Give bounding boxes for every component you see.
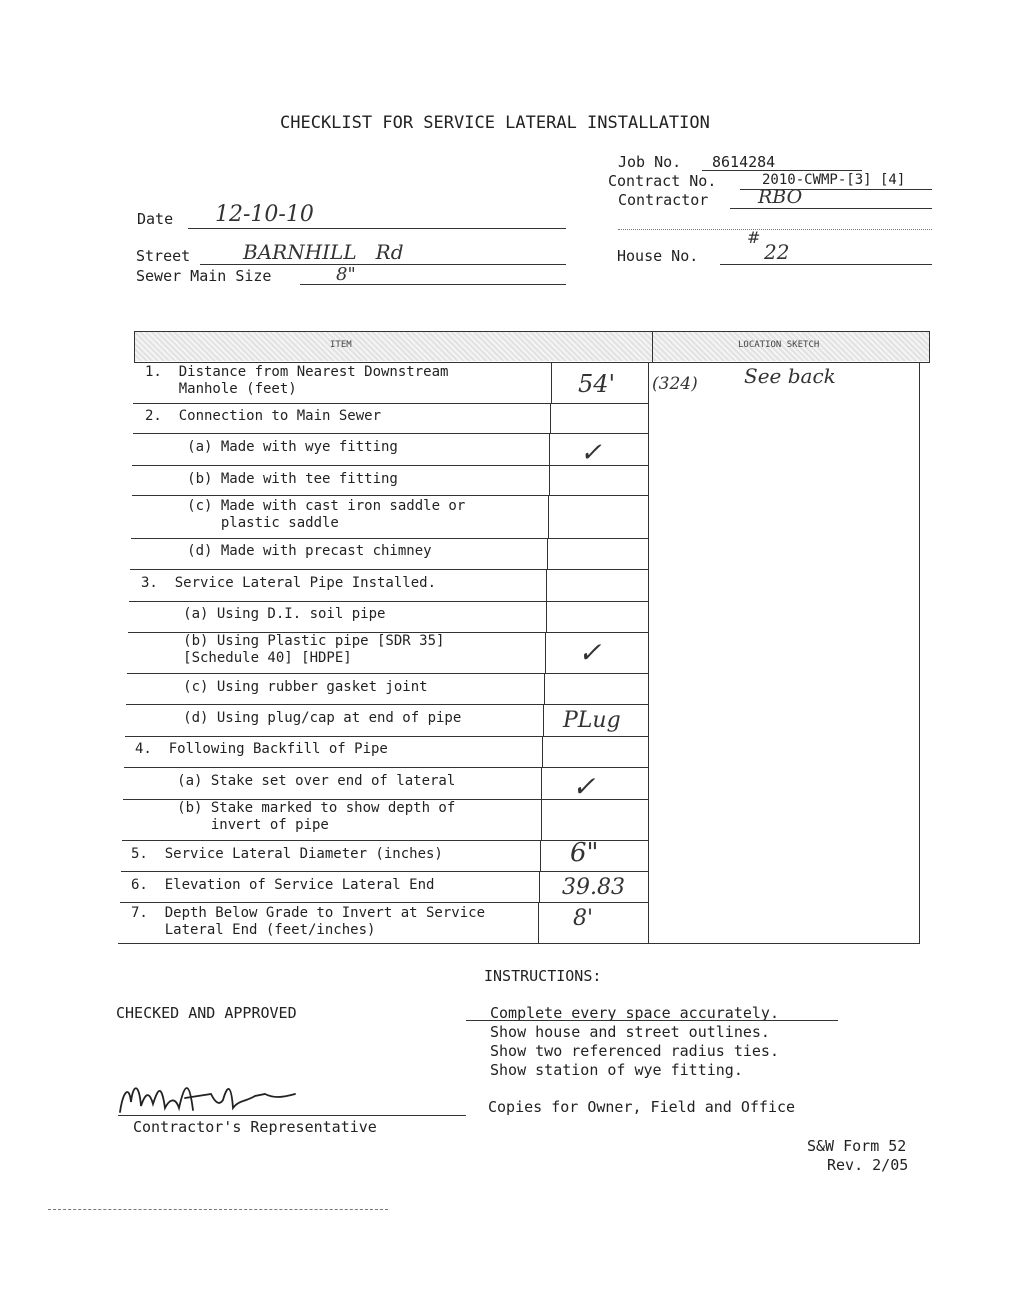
row-value: ✓ bbox=[578, 636, 602, 669]
house-no-value: 22 bbox=[764, 240, 790, 264]
row-label: (d) Made with precast chimney bbox=[145, 543, 432, 559]
row-label: (c) Using rubber gasket joint bbox=[141, 679, 428, 695]
street-label: Street bbox=[136, 247, 191, 265]
contractor-value: RBO bbox=[758, 186, 803, 208]
instruction-item: Complete every space accurately. bbox=[490, 1004, 779, 1022]
row-value: ✓ bbox=[580, 438, 602, 468]
row-label: 3. Service Lateral Pipe Installed. bbox=[141, 575, 437, 591]
sewer-main-size-label: Sewer Main Size bbox=[136, 267, 272, 285]
row-value: 6" bbox=[570, 838, 599, 868]
page-title: CHECKLIST FOR SERVICE LATERAL INSTALLATION bbox=[280, 113, 710, 133]
copies-note: Copies for Owner, Field and Office bbox=[488, 1098, 796, 1116]
row-label: 7. Depth Below Grade to Invert at Service Lateral End (feet/inches) bbox=[131, 905, 486, 938]
row-label: 6. Elevation of Service Lateral End bbox=[131, 877, 435, 893]
row-label: (a) Stake set over end of lateral bbox=[135, 773, 456, 789]
row-label: 4. Following Backfill of Pipe bbox=[135, 741, 388, 757]
row-label: 2. Connection to Main Sewer bbox=[145, 408, 382, 424]
checked-approved-label: CHECKED AND APPROVED bbox=[116, 1004, 297, 1022]
sketch-see-back-note: See back bbox=[744, 364, 836, 388]
contractor-representative-label: Contractor's Representative bbox=[133, 1118, 377, 1136]
street-value: BARNHILL Rd bbox=[243, 240, 404, 264]
row-value: ✓ bbox=[572, 770, 596, 803]
date-label: Date bbox=[137, 210, 174, 228]
row-label: (b) Stake marked to show depth of invert of pipe bbox=[177, 800, 456, 833]
sketch-ref-note: (324) bbox=[652, 374, 698, 394]
item-header: ITEM bbox=[330, 340, 352, 350]
row-value: PLug bbox=[563, 708, 621, 733]
contractor-label: Contractor bbox=[618, 191, 709, 209]
instructions-title: INSTRUCTIONS: bbox=[484, 967, 602, 985]
row-label: 5. Service Lateral Diameter (inches) bbox=[131, 846, 443, 862]
house-no-prefix: # bbox=[747, 228, 761, 247]
instruction-item: Show station of wye fitting. bbox=[490, 1061, 743, 1079]
row-label: (b) Using Plastic pipe [SDR 35] [Schedule 40] [HDPE] bbox=[183, 633, 445, 666]
job-no-label: Job No. bbox=[618, 153, 682, 171]
row-label: (a) Made with wye fitting bbox=[145, 439, 398, 455]
house-no-label: House No. bbox=[617, 247, 699, 265]
date-value: 12-10-10 bbox=[215, 202, 314, 227]
location-sketch-header: LOCATION SKETCH bbox=[738, 340, 820, 350]
form-revision: Rev. 2/05 bbox=[827, 1156, 909, 1174]
row-value: 54' bbox=[578, 370, 616, 398]
instruction-item: Show two referenced radius ties. bbox=[490, 1042, 779, 1060]
instruction-item: Show house and street outlines. bbox=[490, 1023, 770, 1041]
form-number: S&W Form 52 bbox=[807, 1137, 907, 1155]
row-label: (d) Using plug/cap at end of pipe bbox=[141, 710, 462, 726]
row-value: 8' bbox=[573, 906, 594, 931]
sewer-main-size-value: 8" bbox=[336, 264, 356, 285]
job-no-value: 8614284 bbox=[712, 153, 776, 171]
contract-no-label: Contract No. bbox=[608, 172, 717, 190]
row-value: 39.83 bbox=[562, 875, 625, 900]
row-label: (a) Using D.I. soil pipe bbox=[141, 606, 386, 622]
row-label: (c) Made with cast iron saddle or plastic saddle bbox=[187, 498, 466, 531]
row-label: 1. Distance from Nearest Downstream Manhole (feet) bbox=[145, 364, 449, 397]
contract-no-value: 2010-CWMP-[3] [4] bbox=[762, 172, 906, 188]
row-label: (b) Made with tee fitting bbox=[145, 471, 398, 487]
